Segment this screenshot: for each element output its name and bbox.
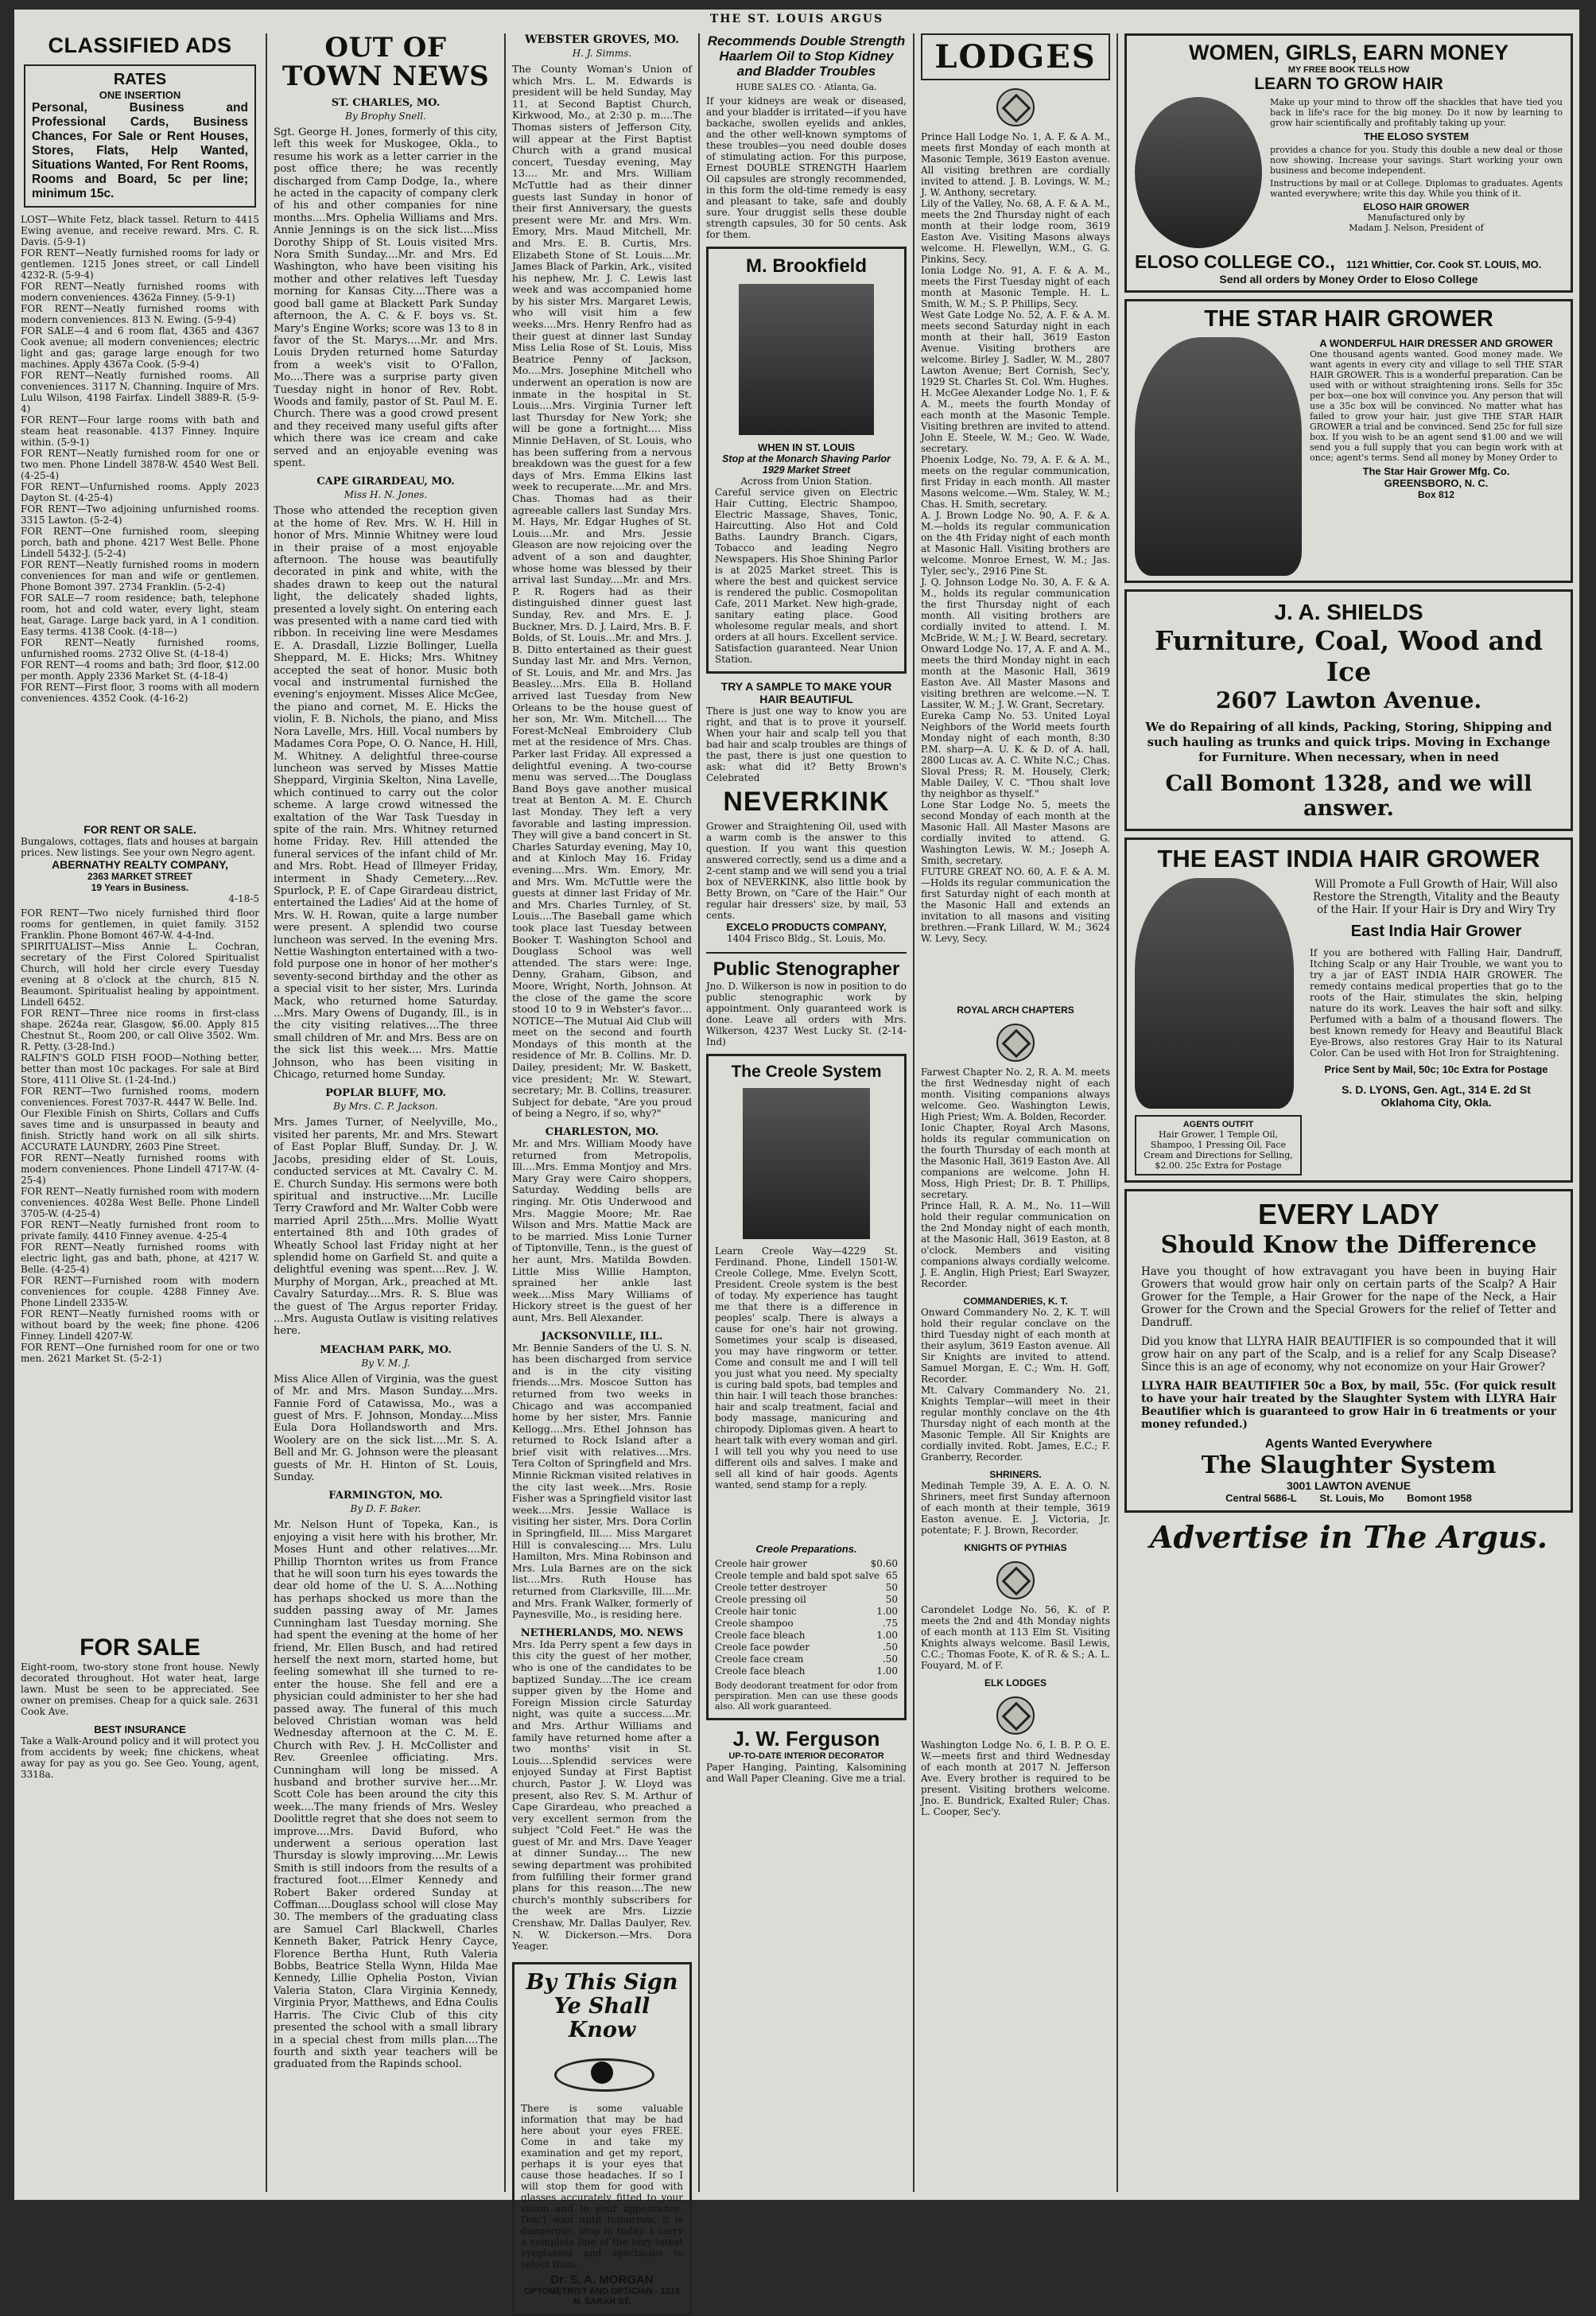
realty-address: 2363 MARKET STREET bbox=[87, 871, 193, 882]
eloso-address: 1121 Whittier, Cor. Cook ST. LOUIS, MO. bbox=[1346, 258, 1542, 270]
best-insurance-text: Take a Walk-Around policy and it will protect you from accidents by week; fine chickens, wheat away for pay as you go. See Geo. Young, agent, 3318a. bbox=[21, 1735, 259, 1780]
east-india-ad bbox=[1124, 837, 1573, 1183]
meacham-park-byline: By V. M. J. bbox=[361, 1357, 410, 1369]
classified-column bbox=[21, 33, 259, 2192]
eloso-college: ELOSO COLLEGE CO., bbox=[1135, 251, 1335, 272]
realty-code: 4-18-5 bbox=[228, 893, 259, 904]
shields-address: 2607 Lawton Avenue. bbox=[1215, 687, 1482, 713]
rates-box bbox=[24, 64, 256, 208]
column-rule bbox=[504, 33, 506, 2192]
price-item-value: .50 bbox=[882, 1642, 898, 1653]
st-charles-text: Sgt. George H. Jones, formerly of this city, left this week for Muskogee, Okla., to resume his work as a letter carrier in the post office there; he was recently discharged from Camp Dodge, Ia., where he acted in the capacity of company clerk of his and other companies for nine months....Mrs. Ophelia Williams and Mrs. Annie Jennings is on the sick list....Miss Dorothy Shipp of St. Louis visited Mrs. Nora Smith Sunday....Mr. and Mrs. Ed Washington, who have been visiting his mother and other relatives left Tuesday morning for Kansas City....There was a good ball game at Blackett Park Sunday afternoon, the A. C. & F. boys vs. St. Mary's Engine Works; score was 13 to 8 in favor of the St. Marys....Mr. and Mrs. Louis Dryden returned home Saturday from a week's visit to O'Fallon, Mo....There was a surprise party given Tuesday night in honor of Rev. Robt. Woods and family, pastor of St. Paul M. E. Church. There was a good crowd present and they received many useful gifts after which there was ice cream and cake served and an enjoyable evening was spent. bbox=[274, 126, 498, 469]
haarlem-oil-text: If your kidneys are weak or diseased, and your bladder is irritated—if you have backache, swollen eyelids and ankles, and the other well-known symptoms of these troubles—you need double doses of stimulating action. For this purpose, Ernest DOUBLE STRENGTH Haarlem Oil capsules are strongly recommended, in this form the old-time remedy is easy and pleasant to take, safe and doubly sure. Your druggist sells these double strength capsules, 30 for 50 cents. Ask for them. bbox=[706, 95, 907, 240]
for-sale-title: FOR SALE bbox=[80, 1634, 200, 1661]
masthead: THE ST. LOUIS ARGUS bbox=[709, 13, 884, 25]
price-item-name: Creole temple and bald spot salve bbox=[715, 1570, 880, 1581]
advertise-banner: Advertise in The Argus. bbox=[1149, 1519, 1548, 1555]
brookfield-text: Careful service given on Electric Hair Cutting, Electric Shampoo, Electric Massage, Shaves, Tonic, Haircutting. Also Hot and Cold Baths. Laundry Branch. Cigars, Tobacco and leading Negro Newspapers. His Shoe Shining Parlor is at 2025 Market street. This is where the best and quickest service is rendered the public. Cosmopolitan Cafe, 2011 Market. New high-grade, sanitary eating place. Good wholesome regular meals, and short orders at all hours. Excellent service. Satisfaction guaranteed. Near Union Station. bbox=[715, 487, 898, 665]
optometrist-address: OPTOMETRIST AND OPTICIAN · 1313 N. SARAH ST. bbox=[524, 2286, 680, 2306]
price-item-value: 50 bbox=[885, 1582, 898, 1593]
slaughter-address: 3001 LAWTON AVENUE bbox=[1286, 1479, 1412, 1492]
east-india-lyons: S. D. LYONS, Gen. Agt., 314 E. 2d St bbox=[1342, 1083, 1531, 1096]
cape-girardeau-byline: Miss H. N. Jones. bbox=[344, 489, 428, 501]
price-item-name: Creole face cream bbox=[715, 1653, 804, 1665]
realty-name: ABERNATHY REALTY COMPANY, bbox=[52, 858, 228, 871]
charleston-text: Mr. and Mrs. William Moody have returned from Metropolis, Ill....Mrs. Emma Montjoy and Mrs. Mary Gray were Cairo shoppers, Saturday. Wedding bells are ringing. Mr. Otis Underwood and Mrs. Maggie Moore; Mr. Rae Wilson and Mrs. Mattie Mack are to be married. Miss Lonie Turner of Tiptonville, Tenn., is the guest of her aunt, Mrs. Matilda Bowden. Little Miss Willie Hampton, sprained her ankle last week....Miss Mary Williams of Hickory street is the guest of her aunt, Mrs. Bell Alexander. bbox=[512, 1137, 692, 1323]
price-row bbox=[715, 1653, 898, 1665]
jacksonville-text: Mr. Bennie Sanders of the U. S. N. has been discharged from service and is in the city visiting friends....Mrs. Moscoe Sutton has returned from two weeks in Chicago and was accompanied home by her sister, Mrs. Fannie Kellogg....Mrs. Ethel Johnson has returned to Rock Island after a brief visit with relatives....Mrs. Tera Colton of Springfield and Mrs. Minnie Rickman visited relatives in the city last week....Mrs. Rosie Fisher was a Springfield visitor last week....Mrs. Jessie Wallace is visiting her sister, Mrs. Dora Corlin in Springfield, Ill.... Miss Margaret Hill is convalescing.... Mrs. Lulu Hamilton, Mrs. Mina Robinson and Mrs. Lula Barnes are on the sick list....Mrs. Ruth House has returned from Clarksville, Ill....Mr. and Mrs. Frank Walker, formerly of Paynesville, Mo., is residing here. bbox=[512, 1341, 692, 1621]
price-item-value: 1.00 bbox=[876, 1606, 898, 1617]
eloso-text-2: provides a chance for you. Study this double a new deal or those now showing. Increase your savings. Start working your own business and become independent. bbox=[1270, 145, 1563, 176]
classified-listings-1: LOST—White Fetz, black tassel. Return to 4415 Ewing avenue, and receive reward. Mrs. C. R. Davis. (5-9-1) FOR RENT—Neatly furnished rooms for lady or gentlemen. 1215 Jones street, or call Lindell 4232-R. (5-9-4) FOR RENT—Neatly furnished rooms with modern conveniences. 4362a Finney. (5-9-1) FOR RENT—Neatly furnished rooms with modern conveniences. 813 N. Ewing. (5-9-4) FOR SALE—4 and 6 room flat, 4365 and 4367 Cook avenue; all modern conveniences; electric light and gas; garage large enough for two machines. Apply 4367a Cook. (5-9-4) FOR RENT—Neatly furnished rooms. All conveniences. 3117 N. Channing. Inquire of Mrs. Lulu Wilson, 4198 Fairfax. Lindell 3889-R. (5-9-4) FOR RENT—Four large rooms with bath and steam heat reasonable. 4137 Finney. Inquire within. (5-9-1) FOR RENT—Neatly furnished room for one or two men. Phone Lindell 3878-W. 4540 West Bell. (4-25-4) FOR RENT—Unfurnished rooms. Apply 2023 Dayton St. (4-25-4) FOR RENT—Two adjoining unfurnished rooms. 3315 Lawton. (5-2-4) FOR RENT—One furnished room, sleeping porch, bath and phone. 4217 West Belle. Phone Lindell 5432-J. (5-2-4) FOR RENT—Neatly furnished rooms in modern conveniences for man and wife or gentlemen. Phone Bomont 397. 2734 Franklin. (5-2-4) FOR SALE—7 room residence; bath, telephone room, hot and cold water, every light, steam heat, Garage. Large back yard, in A 1 condition. Easy terms. 4138 Cook. (4-18—) FOR RENT—Neatly furnished rooms, unfurnished rooms. 2732 Olive St. (4-18-4) FOR RENT—4 rooms and bath; 3rd floor, $12.00 per month. Apply 2336 Market St. (4-18-4) FOR RENT—First floor, 3 rooms with all modern conveniences. 4352 Cook. (4-16-2) bbox=[21, 214, 259, 704]
price-item-name: Creole face powder bbox=[715, 1642, 810, 1653]
creole-text: Learn Creole Way—4229 St. Ferdinand. Phone, Lindell 1501-W. Creole College, Mme. Evelyn Scott, President. Creole system is the best of today. My experience has taught me that there is a difference in peoples' scalp. There is always a cause for one's hair not growing. Sometimes your scalp is diseased, you may have ringworm or tetter. Come and consult me and I will tell you just what you need. My specialty is curing bald spots, bad temples and thin hair. I will teach those branches: hair and scalp treatment, facial and body massage, manicuring and chiropody. Diplomas given. A heart to heart talk with every woman and girl. I will tell you why you need to use different oils and salves. I make and sell all kind of hair goods. Agents wanted, send stamp for a reply. bbox=[715, 1245, 898, 1490]
lodges-title-box bbox=[921, 33, 1110, 80]
pythias-title: KNIGHTS OF PYTHIAS bbox=[964, 1542, 1067, 1553]
poplar-bluff-heading: POPLAR BLUFF, MO. bbox=[325, 1087, 446, 1100]
haarlem-oil-source: HUBE SALES CO. · Atlanta, Ga. bbox=[736, 82, 877, 92]
brookfield-across: Across from Union Station. bbox=[740, 476, 872, 487]
price-item-name: Creole hair grower bbox=[715, 1558, 808, 1569]
commanderies-title: COMMANDERIES, K. T. bbox=[963, 1296, 1068, 1307]
agents-outfit-box bbox=[1135, 1115, 1302, 1175]
try-sample-title: TRY A SAMPLE TO MAKE YOUR HAIR BEAUTIFUL bbox=[720, 680, 892, 705]
every-lady-agents: Agents Wanted Everywhere bbox=[1264, 1437, 1433, 1451]
elk-text: Washington Lodge No. 6, I. B. P. O. E. W.—meets first and third Wednesday of each month at 2017 N. Jefferson Ave. Every brother is required to be present. Visiting brothers welcome. Jno. E. Bundrick, Exalted Ruler; Chas. L. Cooper, Sec'y. bbox=[921, 1739, 1110, 1817]
every-lady-text-3: LLYRA HAIR BEAUTIFIER 50c a Box, by mail, 55c. (For quick result to have your hair treated by the Slaughter System with LLYRA Hair Beautifier which is guaranteed to grow Hair in 6 treatments or your money refunded.) bbox=[1141, 1380, 1556, 1431]
eloso-text-1: Make up your mind to throw off the shackles that have tied you back in life's race for the big money. Do it now by learning to grow hair scientifically and profitably taking up your. bbox=[1270, 97, 1563, 128]
eloso-free-book: MY FREE BOOK TELLS HOW bbox=[1287, 65, 1410, 75]
stenographer-title: Public Stenographer bbox=[706, 952, 907, 981]
local-news-column bbox=[512, 33, 692, 2306]
sign-text: There is some valuable information that may be had here about your eyes FREE. Come in and take my examination and get my report, perhaps it is your eyes that cause those headaches. If so I will stop them for good with glasses accurately fitted to your vision and to your appearance. Don't wait until tomorrow, it is dangerous; stop in today. I carry a complete line of the very latest eyeglasses and spectacles to select from. bbox=[521, 2102, 683, 2270]
east-india-text-2: If you are bothered with Falling Hair, Dandruff, Itching Scalp or any Hair Trouble, we want you to try a jar of EAST INDIA HAIR GROWER. The remedy contains medical properties that go to the roots of the Hair, stimulates the skin, helping nature do its work. Leaves the hair soft and silky. Perfumed with a balm of a thousand flowers. The best known remedy for Heavy and Beautiful Black Eye-Brows, also restores Gray Hair to its Natural Color. Can be used with Hot Iron for Straightening. bbox=[1310, 947, 1563, 1059]
neverkink-address: 1404 Frisco Bldg., St. Louis, Mo. bbox=[727, 933, 886, 944]
agents-outfit-title: AGENTS OUTFIT bbox=[1182, 1120, 1254, 1129]
creole-portrait bbox=[743, 1088, 870, 1239]
price-item-name: Creole face bleach bbox=[715, 1665, 806, 1677]
price-row bbox=[715, 1630, 898, 1642]
east-india-name: East India Hair Grower bbox=[1350, 923, 1522, 940]
price-row bbox=[715, 1642, 898, 1653]
neverkink-company: EXCELO PRODUCTS COMPANY, bbox=[726, 921, 887, 933]
price-item-name: Creole face bleach bbox=[715, 1630, 806, 1641]
eloso-system: THE ELOSO SYSTEM bbox=[1363, 130, 1470, 142]
price-row bbox=[715, 1582, 898, 1594]
webster-groves-heading: WEBSTER GROVES, MO. bbox=[524, 33, 680, 46]
rates-subtitle: ONE INSERTION bbox=[99, 89, 181, 101]
east-india-price: Price Sent by Mail, 50c; 10c Extra for Postage bbox=[1324, 1063, 1548, 1075]
masonic-emblem-icon bbox=[996, 88, 1035, 126]
price-row bbox=[715, 1665, 898, 1677]
eloso-portrait bbox=[1135, 97, 1262, 248]
realty-years: 19 Years in Business. bbox=[91, 882, 189, 893]
star-portrait bbox=[1135, 337, 1302, 576]
out-of-town-title: OUT OF TOWN NEWS bbox=[282, 32, 490, 92]
eloso-ad bbox=[1124, 33, 1573, 293]
every-lady-text-2: Did you know that LLYRA HAIR BEAUTIFIER is so compounded that it will grow hair on any part of the Scalp, and is a relief for any Scalp Disease? Since this is an age of economy, why not economize on your Hair Grower? bbox=[1141, 1335, 1556, 1374]
price-row bbox=[715, 1570, 898, 1582]
price-item-value: 1.00 bbox=[876, 1665, 898, 1677]
slaughter-system: The Slaughter System bbox=[1201, 1451, 1497, 1479]
eloso-learn: LEARN TO GROW HAIR bbox=[1254, 75, 1443, 93]
brookfield-name: M. Brookfield bbox=[745, 255, 867, 277]
rates-text: Personal, Business and Professional Cards, Business Chances, For Sale or Rent Houses, Stores, Flats, Help Wanted, Situations Wanted, For Rent Rooms, Rooms and Board, 5c per line; minimum 15c. bbox=[32, 101, 248, 200]
neverkink-text: Grower and Straightening Oil, used with a warm comb is the answer to this question. If you want this question answered correctly, send us a dime and a 2-cent stamp and we will send you a trial box of NEVERKINK, also little book by Betty Brown, on "Care of the Hair." Our regular hair dressers' size, by mail, 53 cents. bbox=[706, 821, 907, 921]
brookfield-portrait bbox=[739, 284, 874, 435]
lodges-text: Prince Hall Lodge No. 1, A. F. & A. M., meets first Monday of each month at Masonic Temple, 3619 Easton avenue. All visiting brethren are cordially invited to attend. J. B. Lovings, W. M.; J. W. Anthony, secretary. Lily of the Valley, No. 68, A. F. & A. M., meets the 2nd Thursday night of each month at their lodge room, 3619 Easton Ave. Visiting Masons always welcome. H. Flewellyn, W.M., G. G. Pinkins, Secy. Ionia Lodge No. 91, A. F. & A. M., meets the First Tuesday night of each month at Masonic Temple. H. L. Smith, W. M.; S. P. Phillips, Secy. West Gate Lodge No. 52, A. F. & A. M. meets second Saturday night in each month at their hall, 3619 Easton Avenue. Visiting brothers are welcome. Birley J. Sadler, W. M., 2807 Lawton Avenue; Bert Cornish, Sec'y, 1929 St. Charles St. Col. Wm. Hughes. H. McGee Alexander Lodge No. 1, F. & A. M., meets the fourth Monday of each month at the Masonic Temple. Visiting brethren are invited to attend. John E. Steele, W. M.; Geo. W. Wade, secretary. Phoenix Lodge, No. 79, A. F. & A. M., meets on the regular communication, first Friday in each month. All master Masons welcome.—Wm. Staley, W. M.; Chas. H. Smith, secretary. A. J. Brown Lodge No. 90, A. F. & A. M.—holds its regular communication on the 4th Friday night of each month at Masonic Hall. Visiting brothers are welcome. Monroe Ernest, W. M.; Jas. Tyler, sec'y., 2916 Pine St. J. Q. Johnson Lodge No. 30, A. F. & A. M., holds its regular communication the first Thursday night of each month. All visiting brothers are cordially invited to attend. I. M. McBride, W. M.; J. W. Beard, secretary. Onward Lodge No. 17, A. F. and A. M., meets the third Monday night in each month at the Masonic Hall, 3619 Easton Ave. All Master Masons and visiting brethren are welcome.—N. T. Lassiter, W. M.; J. W. Grant, Secretary. Eureka Camp No. 53. United Loyal Neighbors of the World meets fourth Monday night of each month, 8:30 P.M. sharp—A. U. K. & D. of A. hall, 2800 Lucas av. A. C. White N.C.; Chas. Sloval Press; R. M. Housely, Clerk; Mable Dailey, V. C. "Thou shalt love thy neighbor as thyself." Lone Star Lodge No. 5, meets the second Monday of each month at the Masonic Hall. All Master Masons are cordially invited to attend. G. Washington Lewis, W. M.; Joseph A. Smith, secretary. FUTURE GREAT NO. 60, A. F. & A. M.—Holds its regular communication the first Saturday night of each month at the Masonic Hall and extends an invitation to all masons and visiting brethren.—Frank Lillard, W. M.; 3624 W. Levy, Secy. bbox=[921, 131, 1110, 944]
lodges-column bbox=[921, 33, 1110, 2192]
creole-ad bbox=[706, 1054, 907, 1720]
jacksonville-heading: JACKSONVILLE, ILL. bbox=[541, 1330, 663, 1343]
shriners-text: Medinah Temple 39, A. E. A. O. N. Shriners, meet first Sunday afternoon of each month at their temple, 3619 Easton avenue. E. J. Victoria, Jr. potentate; F. J. Brown, Recorder. bbox=[921, 1480, 1110, 1536]
optometrist-ad bbox=[512, 1962, 692, 2316]
ferguson-text: Paper Hanging, Painting, Kalsomining and Wall Paper Cleaning. Give me a trial. bbox=[706, 1762, 907, 1784]
eye-icon bbox=[554, 2049, 650, 2096]
eloso-grower: ELOSO HAIR GROWER bbox=[1363, 201, 1470, 212]
charleston-heading: CHARLESTON, MO. bbox=[545, 1126, 659, 1139]
elk-title: ELK LODGES bbox=[984, 1677, 1047, 1688]
column-rule bbox=[698, 33, 700, 2192]
every-lady-title: EVERY LADY bbox=[1257, 1198, 1440, 1230]
rent-sale-title: FOR RENT OR SALE. bbox=[83, 823, 196, 836]
webster-groves-text: The County Woman's Union of which Mrs. L. M. Edwards is president will be held Sunday, May 11, at Second Baptist Church, Kirkwood, Mo., at 2:30 p. m....The Thomas sisters of Jefferson City, will appear at the First Baptist Church with a grand musical concert, Tuesday evening, May 13.... Mr. and Mrs. William McTuttle had as their dinner guests last Sunday in honor of their first Anniversary, the guests present were Mr. and Mrs. Wm. Emory, Mrs. Maud Mitchell, Mr. and Mrs. E. B. Curtis, Mrs. Elizabeth Stone of St. Louis....Mr. James Black of Parkin, Ark., visited his nephew, Mr. J. C. Lewis last week and was accompanied home by his sister Mrs. Margaret Lewis, who will visit him a few weeks....Mrs. Henry Renfro had as their guest at dinner last Sunday Miss Lelia Rose of St. Louis, Miss Beatrice Penny of Jackson, Mo....Mrs. Josephine Mitchell who underwent an operation is now are inmate in the hospital in St. Louis....Mrs. Virginia Turner left last Thursday for New York; she will be gone a fortnight.... Miss Minnie DeHaven, of St. Louis, who has been suffering from a nervous breakdown was the guest for a few days of Mrs. Emma Elkins last week to recuperate....Mr. and Mrs. Chas. Thomas had as their agreeable callers last Sunday Mrs. M. Hays, Mr. Edgar Hughes of St. Louis....Mr. and Mrs. Jessie Gleason are now rejoicing over the advent of a son and daughter, whose home was blessed by their arrival last Sunday....Mr. and Mrs. P. R. Rogers had as their distinguished dinner guest last Sunday, Rev. and Mrs. E. J. Buckner, Mrs. D. J. Laird, Mrs. B. F. Bolds, of St. Louis...Mr. and Mrs. J. B. Ditto entertained as their guest Sunday last Mr. and Mrs. Vernon, of St. Louis, and Mr. and Mrs. Jas Beasley....Mrs. Ella B. Holland arrived last Tuesday from New Orleans to be the house guest of her son, Mr. Wm. Mitchell.... The Forest-McNeal Embroidery Club met at the residence of Mrs. Chas. Parker last Friday. All expressed a delightful evening. A two-course menu was served....The Douglass Band Boys gave another musical treat at Benton A. M. E. Church last Monday. They left a very favorable and lasting impression. They will give a band concert in St. Charles Saturday evening, May 10, and at Kinloch May 16. Friday evening....Mrs. Wm. Emory, Mr. and Mrs. Wm. McTuttle were the guests at dinner last Friday of Mr. and Mrs. Charles Turnley, of St. Louis....The Baseball game which took place last Tuesday between Booker T. Washington School and Douglass School was well attended. The stars were: Inge, Denny, Graham, Gibson, and Moore, Wright, North, Johnson. At the close of the game the score stood 10 to 9 in Webster's favor.... NOTICE—The Mutual Aid Club will meet on the second and fourth Mondays of this month at the residence of Mr. B. Collins. Mr. D. Dailey, president; Mr. W. Baskett, vice president; Mr. W. Stewart, secretary; Mr. B. Collins, treasurer. Subject for debate, "Are you proud of being a Negro, if so, why?" bbox=[512, 63, 692, 1120]
elk-emblem-icon bbox=[996, 1696, 1035, 1735]
price-row bbox=[715, 1558, 898, 1570]
eloso-madam: Madam J. Nelson, President of bbox=[1349, 223, 1484, 233]
ferguson-name: J. W. Ferguson bbox=[732, 1727, 880, 1751]
netherlands-heading: NETHERLANDS, MO. NEWS bbox=[520, 1626, 684, 1639]
price-item-value: 1.00 bbox=[876, 1630, 898, 1641]
column-rule bbox=[266, 33, 267, 2192]
farmington-heading: FARMINGTON, MO. bbox=[328, 1490, 443, 1502]
royal-arch-title: ROYAL ARCH CHAPTERS bbox=[957, 1005, 1074, 1016]
brookfield-when: WHEN IN ST. LOUIS bbox=[757, 441, 856, 453]
haarlem-oil-headline: Recommends Double Strength Haarlem Oil to Stop Kidney and Bladder Troubles bbox=[707, 33, 906, 79]
shields-text: We do Repairing of all kinds, Packing, Storing, Shipping and such hauling as trunks and quick trips. Moving in Exchange for Furniture. When necessary, when in need bbox=[1145, 720, 1552, 764]
shields-ad bbox=[1124, 589, 1573, 831]
royal-arch-text: Farwest Chapter No. 2, R. A. M. meets the first Wednesday night of each month. Visiting companions always welcome. Geo. Washington Lewis, High Priest; Wm. A. Bolden, Recorder. Ionic Chapter, Royal Arch Masons, holds its regular communication on the fourth Thursday of each month at the Masonic Hall, 3619 Easton Ave. All companions are welcome. John H. Moss, High Priest; Dr. B. T. Phillips, secretary. Prince Hall, R. A. M., No. 11—Will hold their regular communication on the 2nd Monday night of each month, at the Masonic Hall, 3619 Easton, at 8 o'clock. Members and visiting companions always cordially welcome. J. E. Anglin, High Priest; Earl Swayzer, Recorder. bbox=[921, 1067, 1110, 1289]
lodges-title: LODGES bbox=[934, 38, 1097, 76]
shriners-title: SHRINERS. bbox=[989, 1469, 1042, 1480]
poplar-bluff-text: Mrs. James Turner, of Neelyville, Mo., visited her parents, Mr. and Mrs. Stewart of East Poplar Bluff, Sunday. Dr. J. W. Jacobs, presiding elder of St. Louis, conducted services at Mt. Cavalry C. M. E. Church Sunday. His sermons were both spiritual and instructive....Mr. Lucille Terry Crawford and Mr. Walter Cobb were married April 25th....Mrs. Mollie Wyatt entertained 8th and 10th grades of Wheatly School last Friday night at her splendid home on Garfield St. and quite a delightful evening was spent....Rev. J. W. Murphy of Morgan, Ark., preached at Mt. Cavalry Saturday....Mrs. R. S. Blue was the guest of The Argus reporter Friday. ...Mrs. Augusta Outlaw is visiting relatives here. bbox=[274, 1117, 498, 1338]
pythias-emblem-icon bbox=[996, 1561, 1035, 1599]
for-sale-text: Eight-room, two-story stone front house. Newly decorated throughout. Hot water heat, large lawn. Must be seen to be appreciated. See owner on premises. Cheap for a quick sale. 2631 Cook Ave. bbox=[21, 1661, 259, 1717]
star-box: Box 812 bbox=[1417, 489, 1455, 500]
price-item-value: 50 bbox=[885, 1594, 898, 1605]
poplar-bluff-byline: By Mrs. C. P. Jackson. bbox=[333, 1101, 438, 1113]
column-rule bbox=[1116, 33, 1118, 2192]
star-text: One thousand agents wanted. Good money made. We want agents in every city and village to sell THE STAR HAIR GROWER. This is a wonderful preparation. Can be used with or without straightening irons. Sells for 35c per box—one box will convince you. Any person that will use a 35c box will be convinced. No matter what has failed to grow your hair, just give THE STAR HAIR GROWER a trial and be convinced. Send 25c for full size box. If you wish to be an agent send $1.00 and we will send you a full supply that you can begin work with at once; agent's terms. Send all money by Money Order to bbox=[1310, 349, 1563, 463]
shields-headline: Furniture, Coal, Wood and Ice bbox=[1155, 625, 1543, 687]
cape-girardeau-heading: CAPE GIRARDEAU, MO. bbox=[316, 476, 455, 488]
newspaper-page bbox=[14, 10, 1579, 2306]
out-of-town-column bbox=[274, 33, 498, 2192]
classified-listings-2: FOR RENT—Two nicely furnished third floor rooms for gentlemen, in quiet family. 3152 Franklin. Phone Bomont 467-W. 4-4-Ind. SPIRITUALIST—Miss Annie L. Cochran, secretary of the First Colored Spiritualist Church, will hold her circle every Tuesday evening at 8 o'clock at the church, 815 N. Beaumont. Spiritualist healing by appointment. Lindell 6452. FOR RENT—Three nice rooms in first-class shape. 2624a rear, Glasgow, $6.00. Apply 815 Chestnut St., Room 200, or call Olive 3502. Wm. R. Petty. (3-28-Ind.) RALFIN'S GOLD FISH FOOD—Nothing better, better than most 10c packages. For sale at Bird Store, 4111 Olive St. (1-24-Ind.) FOR RENT—Two furnished rooms, modern conveniences. Forest 7037-R. 4447 W. Belle. Ind. Our Flexible Finish on Shirts, Collars and Cuffs saves time and is unsurpassed in beauty and finish. Strictly hand work on all silk shirts. ACCURATE LAUNDRY, 2603 Pine Street. FOR RENT—Neatly furnished rooms with modern conveniences. Phone Lindell 4717-W. (4-25-4) FOR RENT—Neatly furnished room with modern conveniences. 4028a West Belle. Phone Lindell 3705-W. (4-25-4) FOR RENT—Neatly furnished front room to private family. 4410 Finney avenue. 4-25-4 FOR RENT—Neatly furnished rooms with electric light, gas and bath, phone, at 4217 W. Belle. (4-25-4) FOR RENT—Furnished room with modern conveniences for couple. 4288 Finney Ave. Phone Lindell 2335-W. FOR RENT—Neatly furnished rooms with or without board by the week; fine phone. 4206 Finney. Lindell 4207-W. FOR RENT—One furnished room for one or two men. 2621 Market St. (5-2-1) bbox=[21, 907, 259, 1364]
rates-title: RATES bbox=[113, 71, 167, 88]
price-row bbox=[715, 1594, 898, 1606]
meacham-park-heading: MEACHAM PARK, MO. bbox=[320, 1343, 452, 1356]
every-lady-ad bbox=[1124, 1189, 1573, 1513]
price-item-value: 65 bbox=[885, 1570, 898, 1581]
price-item-value: .50 bbox=[882, 1653, 898, 1665]
farmington-byline: By D. F. Baker. bbox=[350, 1503, 421, 1515]
ferguson-subtitle: UP-TO-DATE INTERIOR DECORATOR bbox=[728, 1751, 884, 1761]
price-item-value: $0.60 bbox=[870, 1558, 898, 1569]
try-sample-text: There is just one way to know you are right, and that is to prove it yourself. When your hair and scalp tell you that bad hair and scalp troubles are things of the past, there is just one question to ask: what did it? Betty Brown's Celebrated bbox=[706, 705, 907, 783]
ads-column-2 bbox=[1124, 33, 1573, 2192]
eloso-send: Send all orders by Money Order to Eloso College bbox=[1219, 273, 1478, 286]
webster-groves-byline: H. J. Simms. bbox=[572, 48, 632, 59]
meacham-park-text: Miss Alice Allen of Virginia, was the guest of Mr. and Mrs. Mason Sunday....Mrs. Fannie Ford of Catawissa, Mo., was a guest of Mrs. F. Johnson, Monday....Miss Eula Dora Hollandsworth and Mrs. Woolery are on the sick list....Mr. S. A. Bell and Mr. G. Johnson were the pleasant guests of Mr. H. Hinton of St. Louis, Sunday. bbox=[274, 1373, 498, 1484]
best-insurance-title: BEST INSURANCE bbox=[94, 1723, 186, 1735]
east-india-city: Oklahoma City, Okla. bbox=[1380, 1096, 1492, 1109]
shields-name: J. A. SHIELDS bbox=[1274, 600, 1423, 624]
creole-note: Body deodorant treatment for odor from perspiration. Men can use these goods also. All work guaranteed. bbox=[715, 1681, 898, 1712]
every-lady-subtitle: Should Know the Difference bbox=[1160, 1231, 1537, 1259]
star-subtitle: A WONDERFUL HAIR DRESSER AND GROWER bbox=[1319, 337, 1553, 349]
creole-price-list bbox=[715, 1558, 898, 1677]
price-row bbox=[715, 1606, 898, 1618]
east-india-portrait bbox=[1135, 878, 1294, 1109]
creole-title: The Creole System bbox=[731, 1063, 882, 1081]
royal-arch-emblem-icon bbox=[996, 1024, 1035, 1062]
east-india-title: THE EAST INDIA HAIR GROWER bbox=[1157, 845, 1540, 872]
creole-preparations-title: Creole Preparations. bbox=[755, 1543, 857, 1555]
sign-title: By This Sign Ye Shall Know bbox=[526, 1969, 678, 2042]
eloso-headline: WOMEN, GIRLS, EARN MONEY bbox=[1188, 41, 1509, 64]
star-hair-ad bbox=[1124, 299, 1573, 583]
commanderies-text: Onward Commandery No. 2, K. T. will hold their regular conclave on the third Tuesday night of each month at their asylum, 3619 Easton avenue. All Sir Knights are invited to attend. Samuel Morgan, E. C.; Wm. H. Goff, Recorder. Mt. Calvary Commandery No. 21, Knights Templar—will meet in their regular monthly conclave on the 4th Thursday night of each month at the Masonic Temple. All Sir Knights are cordially invited. Robt. James, E.C.; F. Granberry, Recorder. bbox=[921, 1307, 1110, 1463]
classified-title: CLASSIFIED ADS bbox=[48, 33, 232, 57]
star-company: The Star Hair Grower Mfg. Co. bbox=[1362, 465, 1510, 477]
east-india-text-1: Will Promote a Full Growth of Hair, Will also Restore the Strength, Vitality and the Beauty of the Hair. If your Hair is Dry and Wiry Try bbox=[1313, 878, 1559, 916]
pythias-text: Carondelet Lodge No. 56, K. of P. meets the 2nd and 4th Monday nights of each month at 113 Elm St. Visiting Knights always welcome. Basil Lewis, C.C.; Thomas Foote, K. of R. & S.; A. L. Fouyard, M. of F. bbox=[921, 1604, 1110, 1671]
price-item-name: Creole shampoo bbox=[715, 1618, 794, 1629]
netherlands-text: Mrs. Ida Perry spent a few days in this city the guest of her mother, who is one of the candidates to be baptized Sunday....The ice cream supper given by the Home and Foreign Mission circle Saturday night, was quite a success....Mr. and Mrs. Arthur Williams and family have returned home after a two months' visit in St. Louis....Splendid services were enjoyed Sunday at First Baptist church, Pastor J. W. Lloyd was present, also Rev. S. M. Arthur of Cape Girardeau, who preached a very excellent sermon from the subject "Cold Feet." He was the guest of Mr. and Mrs. Dave Yeager at dinner Sunday.... The new sewing department was prohibited from fulfilling their former grand plans for this reason....The new church's monthly subscribers for the week are Mrs. Lizzie Crenshaw, Mr. Dallas Daulyer, Rev. N. W. Dickerson.—Mrs. Dora Yeager. bbox=[512, 1638, 692, 1953]
brookfield-stop: Stop at the Monarch Shaving Parlor 1929 Market Street bbox=[722, 453, 891, 476]
shields-call: Call Bomont 1328, and we will answer. bbox=[1165, 771, 1532, 821]
price-item-value: .75 bbox=[882, 1618, 898, 1629]
every-lady-text-1: Have you thought of how extravagant you have been in buying Hair Growers that would grow hair only on certain parts of the Scalp? A Hair Grower for the Temple, a Hair Grower for the nape of the Neck, a Hair Grower for the Crown and the Special Growers for the relief of Tetter and Dandruff. bbox=[1141, 1265, 1556, 1329]
neverkink-title: NEVERKINK bbox=[723, 787, 890, 817]
price-item-name: Creole hair tonic bbox=[715, 1606, 797, 1617]
optometrist-name: Dr. S. A. MORGAN bbox=[550, 2272, 654, 2287]
star-title: THE STAR HAIR GROWER bbox=[1204, 306, 1493, 332]
star-address: GREENSBORO, N. C. bbox=[1384, 477, 1489, 489]
eloso-manufactured: Manufactured only by bbox=[1367, 212, 1466, 223]
slaughter-phones: Central 5686-L St. Louis, Mo Bomont 1958 bbox=[1225, 1492, 1472, 1504]
stenographer-text: Jno. D. Wilkerson is now in position to do public stenographic work by appointment. Only guaranteed work is done. Leave all orders with Mrs. Wilkerson, 4237 West Lucky St. (2-14-Ind) bbox=[706, 981, 907, 1047]
ads-column-1 bbox=[706, 33, 907, 2192]
st-charles-byline: By Brophy Snell. bbox=[345, 111, 426, 122]
cape-girardeau-text: Those who attended the reception given at the home of Rev. Mrs. W. H. Hill in honor of Mrs. Minnie Whitney were loud in their praise of a most enjoyable afternoon. The house was beautifully decorated in pink and white, with the shades drawn to keep out the natural light, the delicately shaded lights, presented a lovely sight. On entering each was presented with a name card tied with ribbon. In receiving line were Mesdames E. A. Drasdall, Lizzie Bollinger, Luella Sheppard, M. E. Hicks; Mrs. Whitney accepted the seat of honor. Music both vocal and instrumental furnished the evening's enjoyment. Misses Alice McGee, the piano and cornet, M. E. Hicks the violin, F. B. Nichols, the piano, and Miss Nora Lavelle, Mrs. Hill. Vocal numbers by Madames Cora Pope, O. O. Nance, H. Hill, M. Whitney. A delightful three-course luncheon was served by Misses Mattie Sheppard, Virginia Skelton, Nina Lavelle, which continued to carry out the color scheme. A large crowd witnessed the exaltation of the War Task Tuesday in spite of the rain. Mrs. Whitney returned home Friday. Rev. Hill attended the funeral services of the infant child of Mr. and Mrs. Robt. Head of Illmeyer Friday, interment in Shady Cemetery....Rev. Spurlock, P. E. of Cape Girardeau district, entertained the Ladies' Aid at the home of Mrs. W. H. Rowan, quite a large number were present. A splendid two course luncheon was served. In the evening Mrs. Nettie Washington entertained with a two-fold purpose one in honor of her mother's seventy-second birthday and the other as a special visit to her sister, Mrs. Lurinda Mack, who returned home Saturday. ...Mrs. Mary Owens of Dugandy, Ill., is in the city visiting relatives....The three small children of Mr. and Mrs. Bess are on the sick list this week.... Mrs. Mattie Johnson, who has been visiting in Chicago, returned home Sunday. bbox=[274, 505, 498, 1082]
price-row bbox=[715, 1618, 898, 1630]
brookfield-ad bbox=[706, 247, 907, 674]
price-item-name: Creole pressing oil bbox=[715, 1594, 806, 1605]
farmington-text: Mr. Nelson Hunt of Topeka, Kan., is enjoying a visit here with his brother, Mr. Moses Hunt and other relatives....Mr. Phillip Thornton writes us from France that he will soon turn his eyes towards the dear old home of the U. S. A....Nothing has perhaps shocked us more than the sudden passing away of Mr. James Cunningham last Tuesday morning. She had spent the evening at the home of her friend, Mr. Ellen Busch, and had retired herself the next morn, started home, but feeling somewhat ill she turned to re-enter the house. She fell and ere a physician could administer to her she had passed away. The funeral of this much beloved Christian woman was held Wednesday afternoon at the C. M. E. Church with Rev. J. H. McCollister and Rev. Greenlee officiating. Mrs. Cunningham will long be missed. A husband and brother survive her....Mr. Scott Cole has been around the city this week....The many friends of Mrs. Wesley Doolittle regret that she does not seem to improve....Mrs. David Buford, who underwent a serious operation last Thursday is slowly improving....Mr. Lewis Smith is still indoors from the results of a fractured foot....Elmer Kennedy and Robert Baker ordered Sunday at Coffman....Douglass school will close May 30. The members of the graduating class are Samuel Carl Blackwell, Charles Kenneth Baker, Patrick Henry Cayce, Florence Bertha Hunt, Ruth Valeria Bobbs, Beatrice Stella Wynn, Hilda Mae Kennedy, Lillie Ophelia Poston, Vivian Valeria Staton, Clara Virginia Kennedy, Virginia Pryor, Matthews, and Edna Coulis Harris. The Civic Club of this city presented the school with a small library in a special chest from mills plan....The fourth and sixth year teachers will be graduated from the Rapinds school. bbox=[274, 1519, 498, 2071]
rent-sale-text: Bungalows, cottages, flats and houses at bargain prices. New listings. See your own Negro agent. bbox=[21, 836, 258, 858]
eloso-text-3: Instructions by mail or at College. Diplomas to graduates. Agents wanted everywhere; write this day. While you think of it. bbox=[1270, 178, 1563, 199]
price-item-name: Creole tetter destroyer bbox=[715, 1582, 827, 1593]
column-rule bbox=[913, 33, 914, 2192]
agents-outfit-text: Hair Grower, 1 Temple Oil, Shampoo, 1 Pressing Oil, Face Cream and Directions for Selling, $2.00. 25c Extra for Postage bbox=[1144, 1129, 1293, 1171]
st-charles-heading: ST. CHARLES, MO. bbox=[331, 97, 441, 109]
